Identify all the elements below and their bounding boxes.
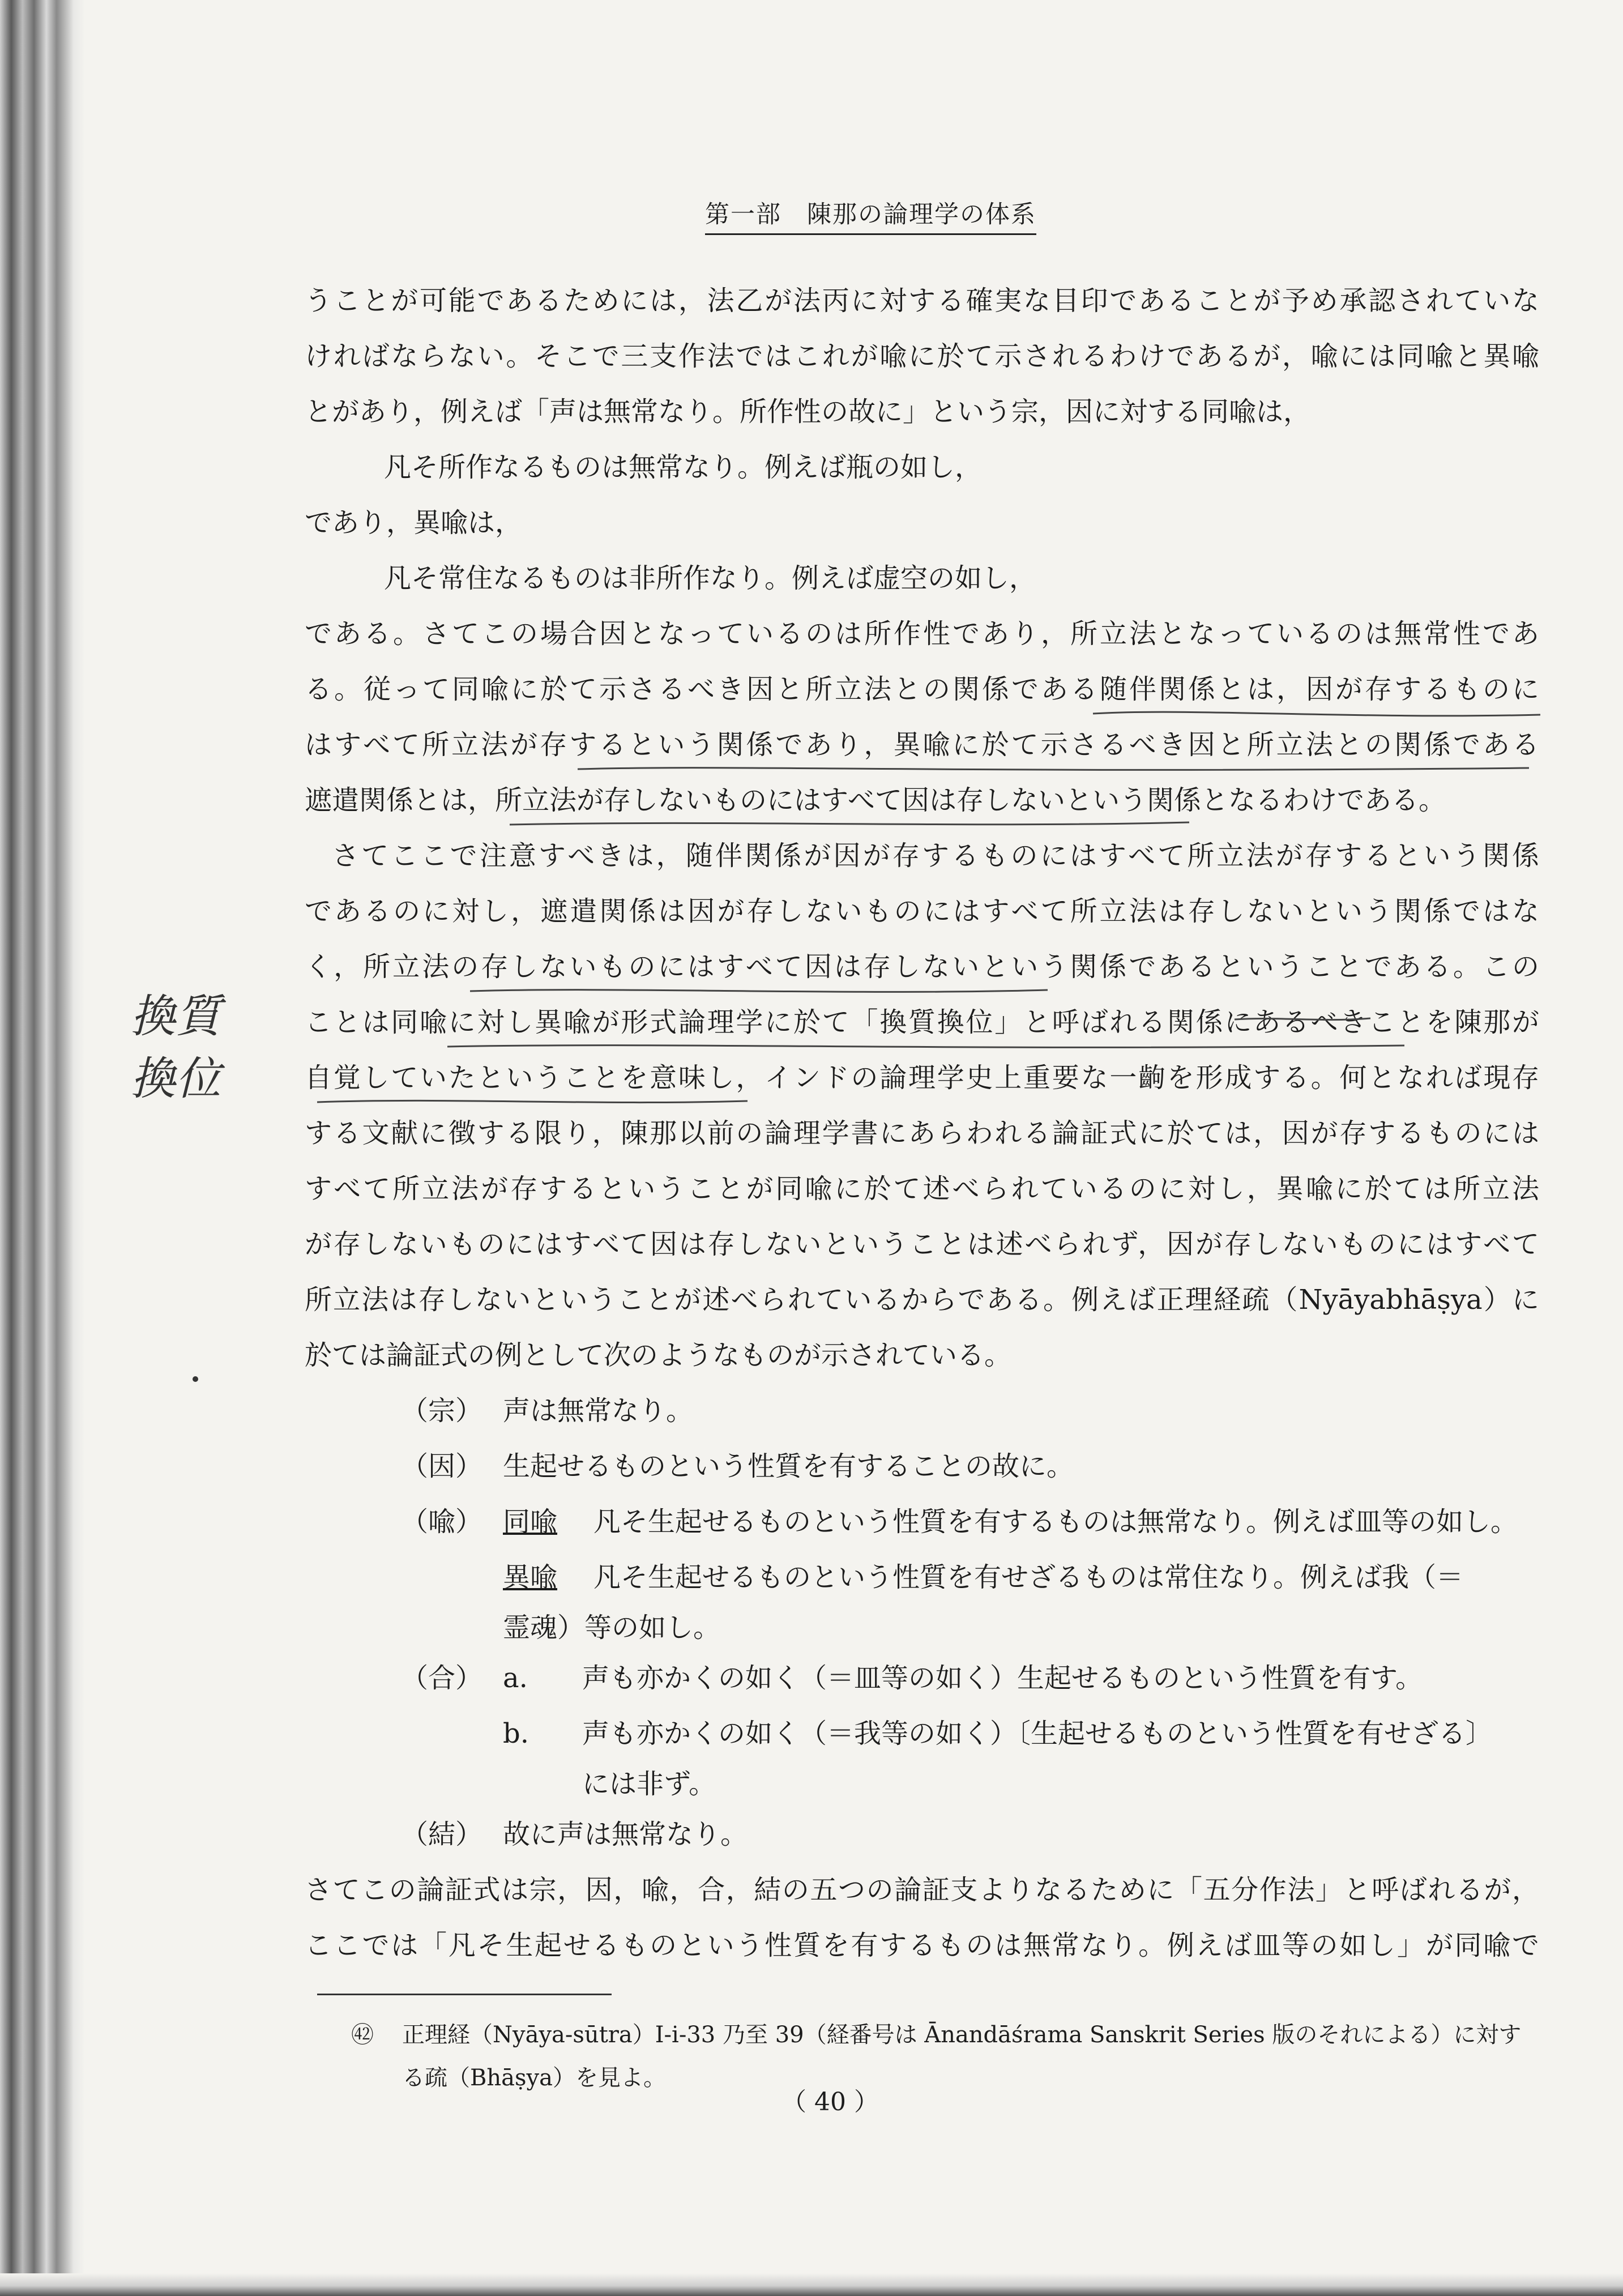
pencil-underline <box>470 990 1048 992</box>
application-label: （合） <box>401 1662 483 1694</box>
homogeneous-label: 同喩 <box>503 1506 558 1538</box>
application-b-text: 声も亦かくの如く（＝我等の如く）〔生起せるものという性質を有せざる〕 <box>582 1718 1493 1749</box>
application-a-text: 声も亦かくの如く（＝皿等の如く）生起せるものという性質を有す。 <box>582 1662 1423 1694</box>
footnote-number: ㊷ <box>351 2022 374 2048</box>
reason-text: 生起せるものという性質を有することの故に。 <box>503 1450 1074 1482</box>
paragraph-line: ければならない。そこで三支作法ではこれが喩に於て示されるわけであるが，喩には同喩と異喩 <box>305 340 1539 372</box>
handwritten-margin-note: 換質換位 <box>130 990 221 1105</box>
application-a-label: a. <box>503 1662 528 1694</box>
paragraph-line: ことは同喩に対し異喩が形式論理学に於て「換質換位」と呼ばれる関係にあるべきことを陳那が <box>305 1006 1539 1038</box>
closing-line: さてこの論証式は宗，因，喩，合，結の五つの論証支よりなるために「五分作法」と呼ばれるが， <box>305 1874 1539 1906</box>
paragraph-line: く，所立法の存しないものにはすべて因は存しないという関係であるということである。この <box>305 951 1539 983</box>
pencil-underline <box>317 1100 748 1102</box>
application-b-text-cont: には非ず。 <box>582 1768 716 1800</box>
paragraph-line: とがあり，例えば「声は無常なり。所作性の故に」という宗，因に対する同喩は， <box>305 396 1311 428</box>
paragraph-line: 自覚していたということを意味し，インドの論理学史上重要な一齣を形成する。何となれば現存 <box>305 1062 1539 1094</box>
ink-dot <box>193 1376 198 1382</box>
application-b-label: b. <box>503 1718 529 1749</box>
paragraph-line: である。さてこの場合因となっているのは所作性であり，所立法となっているのは無常性であ <box>305 618 1539 650</box>
heterogeneous-label: 異喩 <box>503 1561 558 1593</box>
footnote-text: 正理経（Nyāya-sūtra）I-i-33 乃至 39（経番号は Ānandāśrama Sanskrit Series 版のそれによる）に対する疏（Bhāṣya）を見よ。 <box>402 2022 1522 2091</box>
quoted-line: 凡そ所作なるものは無常なり。例えば瓶の如し， <box>384 451 983 483</box>
heterogeneous-text: 凡そ生起せるものという性質を有せざるものは常住なり。例えば我（＝ <box>593 1561 1464 1593</box>
paragraph-line: はすべて所立法が存するという関係であり，異喩に於て示さるべき因と所立法との関係である <box>305 729 1539 761</box>
paragraph-line: 於ては論証式の例として次のようなものが示されている。 <box>305 1339 1012 1371</box>
paragraph-line: 所立法は存しないということが述べられているからである。例えば正理経疏（Nyāyabhāṣya）に <box>305 1284 1539 1316</box>
pencil-underline <box>510 822 1189 825</box>
thesis-text: 声は無常なり。 <box>503 1395 694 1427</box>
pencil-underline <box>578 768 1529 770</box>
quoted-line: 凡そ常住なるものは非所作なり。例えば虚空の如し， <box>384 562 1037 594</box>
paragraph-line: さてここで注意すべきは，随伴関係が因が存するものにはすべて所立法が存するという関係 <box>332 840 1539 872</box>
running-header: 第一部 陳那の論理学の体系 <box>705 195 1036 235</box>
thesis-label: （宗） <box>401 1395 483 1427</box>
pencil-underline <box>1093 712 1540 716</box>
page-number: （ 40 ） <box>781 2088 879 2116</box>
reason-label: （因） <box>401 1450 483 1482</box>
paragraph-line: であるのに対し，遮遣関係は因が存しないものにはすべて所立法は存しないという関係ではな <box>305 895 1539 927</box>
closing-line: ここでは「凡そ生起せるものという性質を有するものは無常なり。例えば皿等の如し」が同喩で <box>305 1930 1539 1961</box>
example-label: （喩） <box>401 1506 483 1538</box>
heterogeneous-text-cont: 霊魂）等の如し。 <box>503 1612 721 1644</box>
paragraph-line: る。従って同喩に於て示さるべき因と所立法との関係である随伴関係とは，因が存するものに <box>305 673 1539 705</box>
footnote-rule <box>317 1994 612 1995</box>
conclusion-label: （結） <box>401 1819 483 1850</box>
paragraph-line: うことが可能であるためには，法乙が法丙に対する確実な目印であることが予め承認されていな <box>305 285 1539 317</box>
pencil-underline <box>447 1045 1404 1048</box>
paragraph-line: する文献に徴する限り，陳那以前の論理学書にあらわれる論証式に於ては，因が存するものには <box>305 1117 1539 1149</box>
paragraph-line: すべて所立法が存するということが同喩に於て述べられているのに対し，異喩に於ては所立法 <box>305 1173 1539 1205</box>
footnote <box>351 2013 1529 2099</box>
homogeneous-text: 凡そ生起せるものという性質を有するものは無常なり。例えば皿等の如し。 <box>593 1506 1518 1538</box>
paragraph-line: 遮遣関係とは，所立法が存しないものにはすべて因は存しないという関係となるわけである。 <box>305 784 1446 816</box>
paragraph-line: であり，異喩は， <box>305 507 523 539</box>
paragraph-line: が存しないものにはすべて因は存しないということは述べられず，因が存しないものにはすべて <box>305 1228 1539 1260</box>
pencil-strike <box>1235 1018 1370 1020</box>
conclusion-text: 故に声は無常なり。 <box>503 1819 748 1850</box>
